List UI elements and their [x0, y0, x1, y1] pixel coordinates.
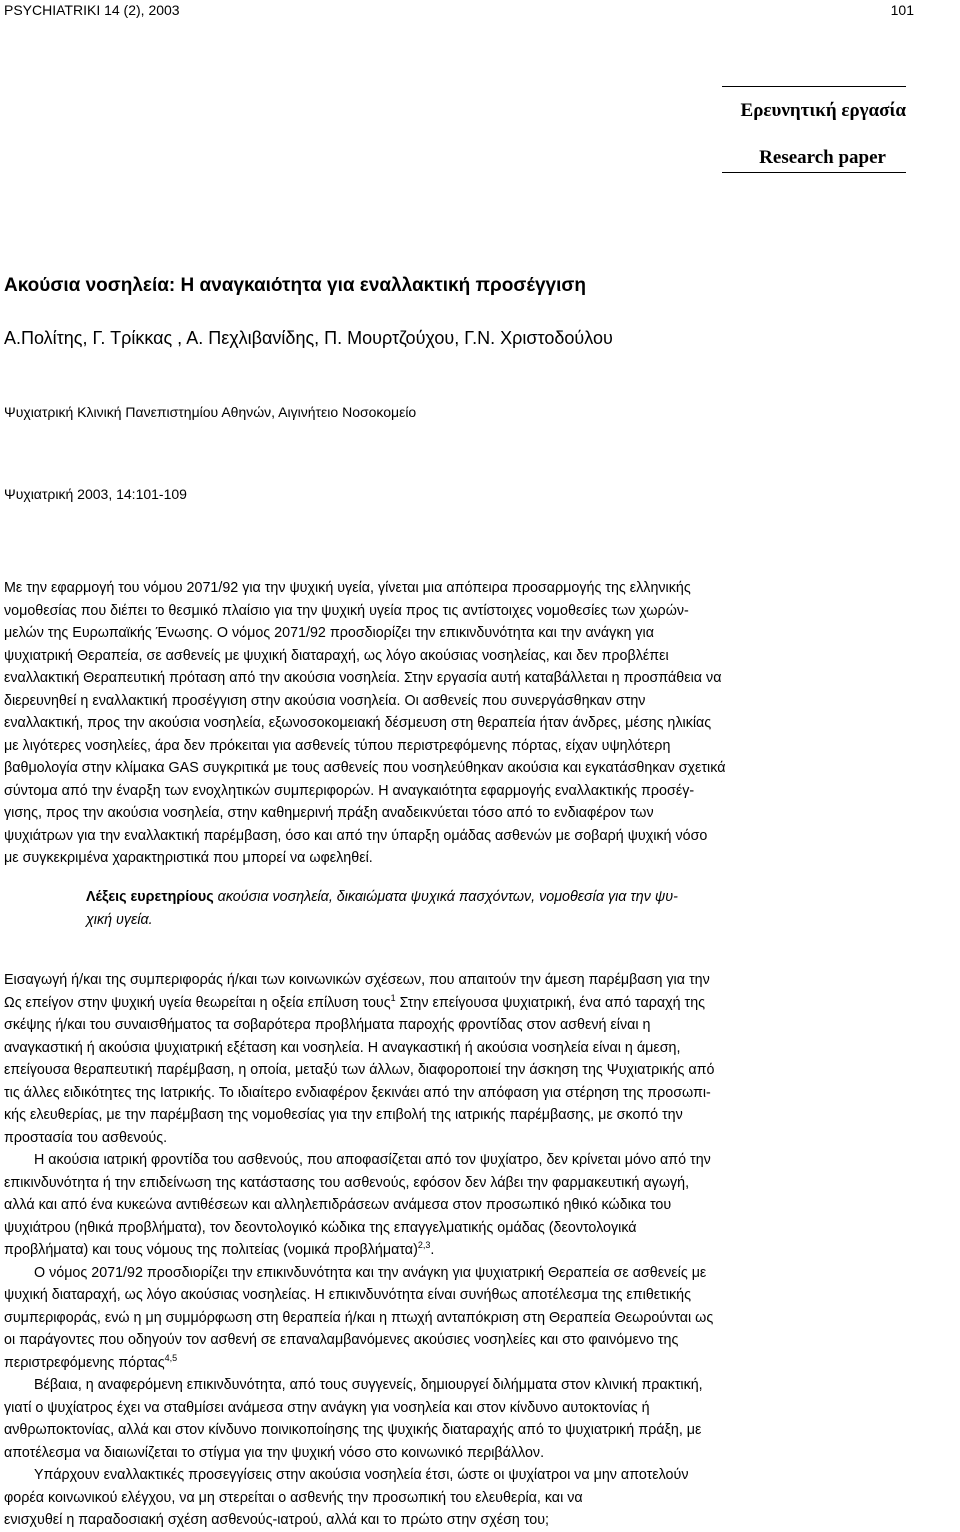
body-line: Υπάρχουν εναλλακτικές προσεγγίσεις στην ακούσια νοσηλεία έτσι, ώστε οι ψυχίατροι να μην αποτελούν	[34, 1467, 689, 1483]
keywords-label: Λέξεις ευρετηρίους	[86, 889, 214, 905]
abstract-line: ψυχιάτρων για την εναλλακτική παρέμβαση, όσο και από την ύπαρξη ομάδας ασθενών με σοβαρή ψυχική νόσο	[4, 827, 708, 844]
body-line: Ο νόμος 2071/92 προσδιορίζει την επικινδυνότητα και την ανάγκη για ψυχιατρική Θεραπεία σε ασθενείς με	[34, 1264, 707, 1281]
rule-bottom	[722, 172, 906, 173]
body-line: σκέψης ή/και του συναισθήματος τα σοβαρότερα προβλήματα παροχής φροντίδας στον ασθενή είναι η	[4, 1017, 651, 1033]
body-line: Ως επείγον στην ψυχική υγεία θεωρείται η οξεία επίλυση τους$^1$ Στην επείγουσα ψυχιατρική, ένα από ταραχή της	[4, 992, 706, 1011]
body-line: ψυχιάτρου (ηθικά προβλήματα), τον δεοντολογικό κώδικα της επαγγελματικής ομάδας (δεοντολογικά	[4, 1219, 637, 1236]
body-line: φορέα κοινωνικού ελέγχου, να μη στερείται ο ασθενής την προσωπική του ελευθερία, και να	[4, 1489, 583, 1506]
body-line: ανθρωποκτονίας, αλλά και στον κίνδυνο ποινικοποίησης της ψυχικής διαταραχής από το ψυχιατρική πράξη, με	[4, 1422, 702, 1438]
article-type-english: Research paper	[759, 147, 886, 168]
citation-superscript: 4,5	[164, 1352, 178, 1363]
citation: Ψυχιατρική 2003, 14:101-109	[4, 486, 187, 502]
keywords-list: ακούσια νοσηλεία, δικαιώματα ψυχικά πασχόντων, νομοθεσία για την ψυ-	[213, 889, 678, 905]
affiliation: Ψυχιατρική Κλινική Πανεπιστημίου Αθηνών, Αιγινήτειο Νοσοκομείο	[4, 404, 417, 420]
abstract	[4, 577, 956, 870]
body-text	[4, 969, 956, 1532]
body-line: επείγουσα θεραπευτική παρέμβαση, η οποία, μεταξύ των άλλων, διαφοροποιεί την άσκηση της Ψυχιατρικής από	[4, 1062, 715, 1078]
abstract-line: εναλλακτική, προς την ακούσια νοσηλεία, εξωνοσοκομειακή δέσμευση στη θεραπεία ήταν άνδρες, μέσης ηλικίας	[4, 715, 712, 731]
abstract-line: μελών της Ευρωπαϊκής Ένωσης. Ο νόμος 2071/92 προσδιορίζει την επικινδυνότητα και την ανάγκη για	[4, 625, 654, 641]
abstract-line: εναλλακτική Θεραπευτική πρόταση από την ακούσια νοσηλεία. Στην εργασία αυτή καταβάλλεται η προσπάθεια να	[4, 670, 722, 686]
abstract-line: γισης, προς την ακούσια νοσηλεία, στην καθημερινή πράξη αναδεικνύεται τόσο από το ενδιαφέρον των	[4, 805, 654, 821]
article-title: Ακούσια νοσηλεία: Η αναγκαιότητα για εναλλακτική προσέγγιση	[4, 275, 586, 296]
abstract-line: νομοθεσίας που διέπει το θεσμικό πλαίσιο για την ψυχική υγεία προς τις αντίστοιχες νομοθεσίες των χωρών-	[4, 602, 689, 619]
article-type-greek: Ερευνητική εργασία	[740, 100, 906, 121]
body-line: συμπεριφοράς, ενώ η μη συμμόρφωση στη θεραπεία ή/και η πτωχή ανταπόκριση στη Θεραπεία Θεωρούνται ως	[4, 1309, 714, 1326]
abstract-line: βαθμολογία στην κλίμακα GAS συγκριτικά με τους ασθενείς που νοσηλεύθηκαν ακούσια και εγκατάσθηκαν σχετικά	[4, 760, 726, 776]
body-line: αλλά και από ένα κυκεώνα αντιθέσεων και αλληλεπιδράσεων ανάμεσα στον προσωπικό ηθικό κώδικα του	[4, 1197, 672, 1213]
body-line: Η ακούσια ιατρική φροντίδα του ασθενούς, που αποφασίζεται από τον ψυχίατρο, δεν κρίνεται μόνο από την	[34, 1152, 711, 1168]
citation-superscript: 2,3	[417, 1240, 431, 1251]
abstract-line: διερευνηθεί η εναλλακτική προσέγγιση στην ακούσια νοσηλεία. Οι ασθενείς που συνεργάσθηκαν στην	[4, 692, 646, 709]
body-line: ψυχική διαταραχή, ως λόγο ακούσιας νοσηλείας. Η επικινδυνότητα είναι συνήθως αποτέλεσμα της επιθετικής	[4, 1287, 691, 1303]
body-line: Βέβαια, η αναφερόμενη επικινδυνότητα, από τους συγγενείς, δημιουργεί διλήμματα στον κλινική πρακτική,	[34, 1377, 703, 1393]
abstract-line: Με την εφαρμογή του νόμου 2071/92 για την ψυχική υγεία, γίνεται μια απόπειρα προσαρμογής της ελληνικής	[4, 580, 691, 596]
body-line: κής ελευθερίας, με την παρέμβαση της νομοθεσίας για την επιβολή της ιατρικής παρέμβασης, με σκοπό την	[4, 1107, 683, 1123]
keywords-list-cont: χική υγεία.	[86, 911, 153, 928]
abstract-line: με λιγότερες νοσηλείες, άρα δεν πρόκειται για ασθενείς τύπου περιστρεφόμενης πόρτας, είχαν υψηλότερη	[4, 737, 671, 754]
body-line: γιατί ο ψυχίατρος έχει να σταθμίσει ανάμεσα στην ανάγκη για νοσηλεία και στον κίνδυνο αυτοκτονίας ή	[4, 1399, 650, 1416]
body-line: προστασία του ασθενούς.	[4, 1129, 168, 1146]
keywords	[86, 886, 886, 931]
body-line: οι παράγοντες που οδηγούν τον ασθενή σε επαναλαμβανόμενες ακούσιες νοσηλείες και στο φαινόμενο της	[4, 1332, 679, 1348]
body-line: Εισαγωγή ή/και της συμπεριφοράς ή/και των κοινωνικών σχέσεων, που απαιτούν την άμεση παρέμβαση για την	[4, 972, 710, 988]
body-line: τις άλλες ειδικότητες της Ιατρικής. Το ιδιαίτερο ενδιαφέρον ξεκινάει από την απόφαση για στέρηση της προσωπι-	[4, 1084, 711, 1101]
body-line: αποτέλεσμα να διαιωνίζεται το στίγμα για την ψυχική νόσο στο κοινωνικό περιβάλλον.	[4, 1444, 545, 1461]
abstract-line: σύντομα από την έναρξη των ενοχλητικών συμπεριφορών. Η αναγκαιότητα εφαρμογής εναλλακτικής προσέγ-	[4, 782, 695, 799]
abstract-line: με συγκεκριμένα χαρακτηριστικά που μπορεί να ωφεληθεί.	[4, 850, 373, 866]
page-number: 101	[890, 2, 914, 18]
abstract-line: ψυχιατρική Θεραπεία, σε ασθενείς με ψυχική διαταραχή, ως λόγο ακούσιας νοσηλείας, και δεν προβλέπει	[4, 647, 669, 664]
running-head: PSYCHIATRIKI 14 (2), 2003	[4, 2, 180, 18]
authors: Α.Πολίτης, Γ. Τρίκκας , Α. Πεχλιβανίδης, Π. Μουρτζούχου, Γ.Ν. Χριστοδούλου	[4, 328, 613, 348]
citation-superscript: 1	[390, 992, 396, 1003]
body-line: επικινδυνότητα ή την επιδείνωση της κατάστασης του ασθενούς, εφόσον δεν λάβει την φαρμακευτική αγωγή,	[4, 1174, 690, 1191]
body-line: περιστρεφόμενης πόρτας$^{4,5}$	[4, 1352, 178, 1371]
body-line: ενισχυθεί η παραδοσιακή σχέση ασθενούς-ιατρού, αλλά και το πρώτο στην σχέση του;	[4, 1512, 550, 1528]
body-line: αναγκαστική ή ακούσια ψυχιατρική εξέταση και νοσηλεία. Η αναγκαστική ή ακούσια νοσηλεία είναι η άμεση,	[4, 1039, 681, 1056]
rule-top	[722, 86, 906, 87]
body-line: προβλήματα) και τους νόμους της πολιτείας (νομικά προβλήματα)$^{2,3}$.	[4, 1240, 435, 1258]
